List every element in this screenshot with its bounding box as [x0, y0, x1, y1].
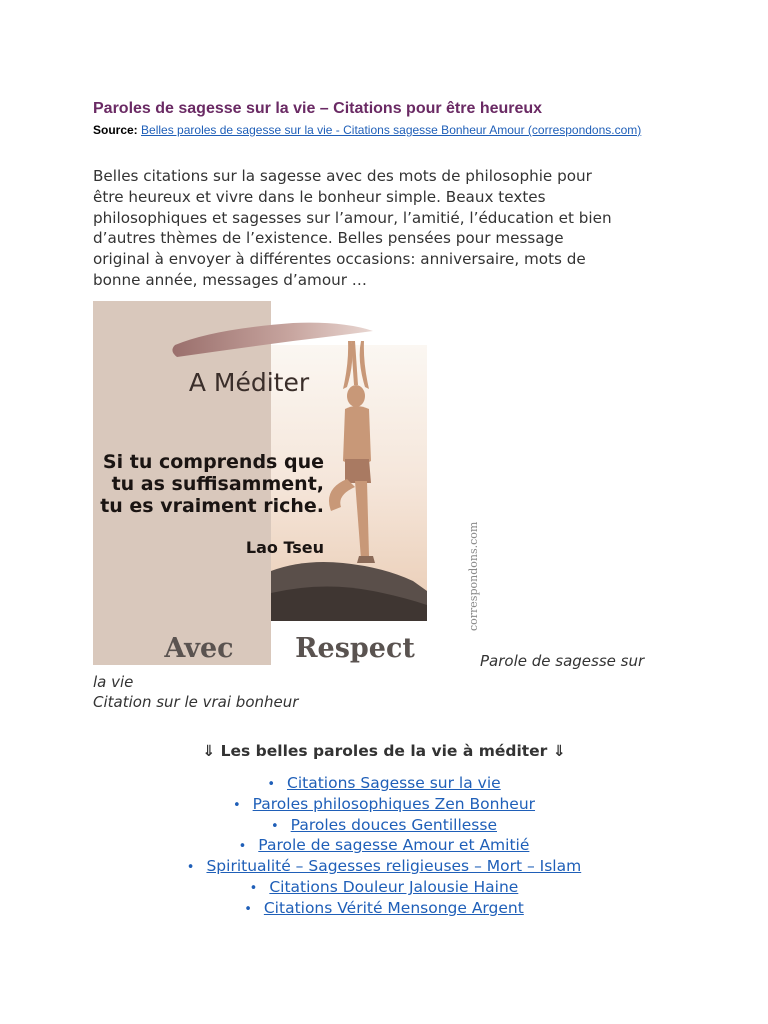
list-item — [0, 856, 768, 877]
bullet-icon: • — [271, 818, 279, 834]
intro-line: d’autres thèmes de l’existence. Belles pensées pour message — [93, 229, 564, 248]
list-item — [0, 877, 768, 898]
intro-line: bonne année, messages d’amour … — [93, 270, 367, 289]
intro-line: philosophiques et sagesses sur l’amour, l’amitié, l’éducation et bien — [93, 208, 612, 227]
list-item — [0, 898, 768, 919]
source-label: Source: — [93, 123, 138, 137]
image-caption: Parole de sagesse sur — [480, 652, 645, 670]
related-link[interactable]: Citations Vérité Mensonge Argent — [263, 898, 524, 917]
quote-line: tu es vraiment riche. — [100, 495, 324, 517]
footer-left-word: Avec — [164, 633, 234, 664]
intro-paragraph — [93, 166, 673, 291]
related-link[interactable]: Citations Sagesse sur la vie — [287, 774, 501, 792]
quote-line: tu as suffisamment, — [111, 473, 324, 495]
bullet-icon: • — [249, 880, 258, 896]
image-heading: A Méditer — [188, 368, 310, 397]
list-item — [0, 773, 768, 794]
related-links-list — [0, 773, 768, 919]
bullet-icon: • — [238, 839, 247, 855]
related-link[interactable]: Paroles philosophiques Zen Bonheur — [252, 794, 536, 813]
source-line — [93, 123, 641, 137]
list-item — [0, 815, 768, 836]
related-link[interactable]: Parole de sagesse Amour et Amitié — [258, 836, 530, 855]
bullet-icon: • — [267, 777, 275, 792]
intro-line: être heureux et vivre dans le bonheur simple. Beaux textes — [93, 187, 546, 206]
quote-author: Lao Tseu — [245, 538, 324, 557]
related-link[interactable]: Citations Douleur Jalousie Haine — [269, 877, 519, 896]
article-title: Paroles de sagesse sur la vie – Citations pour être heureux — [93, 100, 543, 117]
watermark: correspondons.com — [467, 521, 480, 631]
quote-image — [93, 301, 480, 665]
footer-right-word: Respect — [295, 633, 415, 664]
quote-line: Si tu comprends que — [102, 451, 324, 473]
image-caption-continued: la vie — [93, 673, 134, 691]
related-link[interactable]: Spiritualité – Sagesses religieuses – Mort – Islam — [206, 857, 582, 876]
source-link[interactable]: Belles paroles de sagesse sur la vie - Citations sagesse Bonheur Amour (correspondons.com) — [141, 123, 642, 137]
related-link[interactable]: Paroles douces Gentillesse — [290, 815, 497, 834]
bullet-icon: • — [244, 901, 252, 917]
list-item — [0, 835, 768, 856]
intro-line: Belles citations sur la sagesse avec des mots de philosophie pour — [93, 167, 592, 185]
quote-image-art — [93, 301, 480, 665]
bullet-icon: • — [186, 860, 195, 876]
bullet-icon: • — [232, 797, 241, 813]
list-heading: ⇓ Les belles paroles de la vie à méditer ⇓ — [202, 742, 566, 760]
image-caption-second: Citation sur le vrai bonheur — [93, 693, 299, 711]
intro-line: original à envoyer à différentes occasions: anniversaire, mots de — [93, 250, 586, 269]
list-item — [0, 794, 768, 815]
